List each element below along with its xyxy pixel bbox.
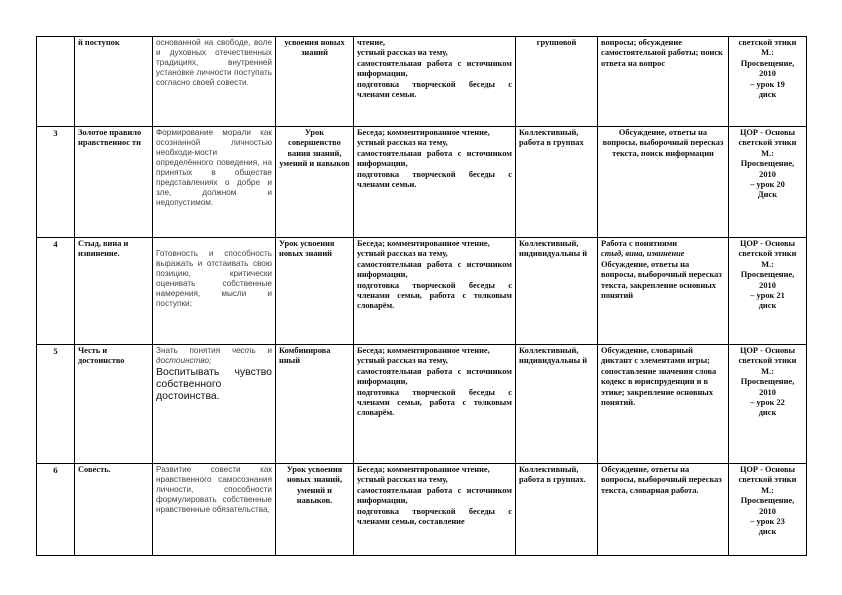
- lesson-resources: ЦОР - Основы светской этики М.: Просвещение, 2010 – урок 20 Диск: [729, 127, 807, 238]
- lesson-number: 3: [37, 127, 75, 238]
- lesson-type: Урок совершенство вания знаний, умений и навыков: [276, 127, 354, 238]
- lesson-form: групповой: [516, 37, 598, 127]
- lesson-work: вопросы; обсуждение самостоятельной работы; поиск ответа на вопрос: [598, 37, 729, 127]
- table-row: [37, 127, 807, 238]
- lesson-number: 6: [37, 464, 75, 556]
- lesson-form: Коллективный, работа в группах: [516, 127, 598, 238]
- lesson-goal: основанной на свободе, воле и духовных отечественных традициях, внутренней установке личности поступать согласно своей совести.: [153, 37, 276, 127]
- lesson-topic: Совесть.: [75, 464, 153, 556]
- table-row: [37, 464, 807, 556]
- lesson-form: Коллективный, индивидуальны й: [516, 345, 598, 464]
- lesson-resources: ЦОР - Основы светской этики М.: Просвещение, 2010 – урок 22 диск: [729, 345, 807, 464]
- lesson-number: 5: [37, 345, 75, 464]
- lesson-form: Коллективный, работа в группах.: [516, 464, 598, 556]
- lesson-activities: Беседа; комментированное чтение, устный рассказ на тему, самостоятельная работа с источником информации, подготовка творческой беседы с членами семьи, работа с толковым словарём.: [354, 238, 516, 345]
- lesson-type: Комбинирова нный: [276, 345, 354, 464]
- lesson-work: Обсуждение, ответы на вопросы, выборочный пересказ текста, словарная работа.: [598, 464, 729, 556]
- lesson-goal: Формирование морали как осознанной личностью необходи-мости определённого поведения, на принятых в обществе представлениях о добре и зле, должном и недопустимом.: [153, 127, 276, 238]
- lesson-activities: Беседа; комментированное чтение, устный рассказ на тему, самостоятельная работа с источником информации, подготовка творческой беседы с членами семьи, составление: [354, 464, 516, 556]
- lesson-goal: Готовность и способность выражать и отстаивать свою позицию, критически оценивать собственные намерения, мысли и поступки;: [153, 238, 276, 345]
- table-row: [37, 37, 807, 127]
- lesson-type: Урок усвоения новых знаний, умений и навыков.: [276, 464, 354, 556]
- lesson-resources: светской этики М.: Просвещение, 2010 – урок 19 диск: [729, 37, 807, 127]
- lesson-topic: Золотое правило нравственнос ти: [75, 127, 153, 238]
- lesson-form: Коллективный, индивидуальны й: [516, 238, 598, 345]
- lesson-activities: чтение, устный рассказ на тему, самостоятельная работа с источником информации, подготовка творческой беседы с членами семьи.: [354, 37, 516, 127]
- lesson-goal: Знать понятия честь и достоинство; Воспитывать чувство собственного достоинства.: [153, 345, 276, 464]
- table-row: [37, 238, 807, 345]
- lesson-activities: Беседа; комментированное чтение, устный рассказ на тему, самостоятельная работа с источником информации, подготовка творческой беседы с членами семьи, работа с толковым словарём.: [354, 345, 516, 464]
- lesson-resources: ЦОР - Основы светской этики М.: Просвещение, 2010 – урок 23 диск: [729, 464, 807, 556]
- lesson-number: [37, 37, 75, 127]
- lesson-plan-table: [36, 36, 807, 556]
- lesson-work: Работа с понятиями стыд, вина, извинение Обсуждение, ответы на вопросы, выборочный пересказ текста, закрепление основных понятий: [598, 238, 729, 345]
- lesson-topic: Честь и достоинство: [75, 345, 153, 464]
- lesson-work: Обсуждение, ответы на вопросы, выборочный пересказ текста, поиск информации: [598, 127, 729, 238]
- lesson-topic: Стыд, вина и извинение.: [75, 238, 153, 345]
- lesson-type: усвоения новых знаний: [276, 37, 354, 127]
- lesson-topic: й поступок: [75, 37, 153, 127]
- lesson-resources: ЦОР - Основы светской этики М.: Просвещение, 2010 – урок 21 диск: [729, 238, 807, 345]
- lesson-type: Урок усвоения новых знаний: [276, 238, 354, 345]
- lesson-activities: Беседа; комментированное чтение, устный рассказ на тему, самостоятельная работа с источником информации, подготовка творческой беседы с членами семьи.: [354, 127, 516, 238]
- lesson-number: 4: [37, 238, 75, 345]
- lesson-goal: Развитие совести как нравственного самосознания личности, способности формулировать собственные нравственные обязательства,: [153, 464, 276, 556]
- table-row: [37, 345, 807, 464]
- lesson-work: Обсуждение, словарный диктант с элементами игры; сопоставление значения слова кодекс в юриспруденции и в этике; закрепление основных понятий.: [598, 345, 729, 464]
